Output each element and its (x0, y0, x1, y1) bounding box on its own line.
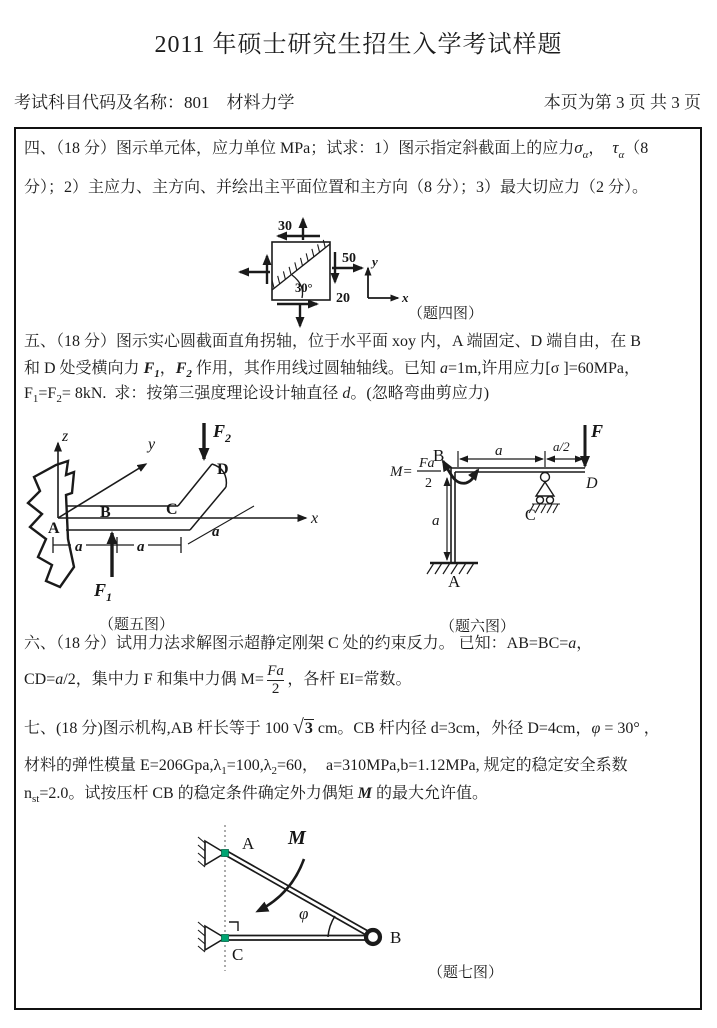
var-d: d (342, 385, 351, 402)
sigma-symbol: σ (574, 138, 583, 157)
point-c-label: C (166, 501, 178, 518)
stress-value-top: 30 (278, 219, 292, 234)
dim-a-label: a (495, 443, 503, 459)
var-a: a (55, 671, 64, 688)
stress-arrows (240, 219, 362, 326)
fig5-caption: （题五图） (99, 617, 175, 633)
stress-value-right: 50 (342, 251, 356, 266)
dim-a1-label: a (75, 539, 83, 555)
point-b-label: B (390, 928, 402, 947)
point-c-label: C (525, 507, 536, 524)
y-axis-label: y (148, 436, 156, 453)
point-a-label: A (48, 520, 60, 537)
phi-symbol: φ (591, 720, 601, 737)
q6-line2: CD= a /2，集中力 F 和集中力偶 M= $\frac{Fa}{2}$ ，各杆 EI=常数。 (24, 663, 412, 697)
fig5-crank-shaft (16, 417, 356, 649)
f2-label: $F_2$ (213, 421, 232, 445)
moment-eq-label: M= (390, 464, 413, 480)
dim-v-label: a (432, 513, 440, 529)
q7-line1: 七、(18 分)图示机构,AB 杆长等于 100 √3 cm。CB 杆内径 d=3cm，外径 D=4cm，φ = 30° ， (24, 716, 660, 738)
q4-line2: 分）；2）主应力、主方向、并绘出主平面位置和主方向（8 分）；3）最大切应力（2 分）。 (24, 179, 649, 196)
x-axis-label: x (311, 510, 319, 527)
fig4-caption: （题四图） (408, 306, 484, 322)
f-label: F (591, 421, 604, 441)
header-row (14, 88, 701, 113)
pin-a-green (222, 850, 229, 857)
point-b-label: B (100, 504, 111, 521)
moment-m-label: M (288, 827, 306, 849)
q5-line3: $F_1=F_2= 8kN$. 求：按第三强度理论设计轴直径 d。(忽略弯曲剪应力) (24, 385, 490, 405)
pin-support-a (198, 837, 225, 867)
fig7-mechanism (196, 819, 548, 991)
moment-arc-arrow (258, 859, 304, 911)
force-f2-label: $F_2$ (175, 360, 192, 380)
fig7-caption: （题七图） (428, 965, 504, 981)
stress-value-bottom: 20 (336, 291, 350, 306)
moment-frac-num: Fa (419, 456, 435, 471)
point-d-label: D (217, 461, 229, 478)
z-axis-label: z (62, 428, 69, 445)
tau-subscript: α (618, 149, 625, 161)
q4-text-end: （8 (624, 140, 649, 157)
page-number-label: 本页为第 3 页 共 3 页 (543, 93, 701, 112)
moment-m-symbol: M (357, 785, 372, 802)
angle-label: 30° (295, 281, 313, 295)
point-b-label: B (433, 446, 445, 465)
q7-line3: $n_{st}=2.0$。试按压杆 CB 的稳定条件确定外力偶矩 M 的最大允许值。 (24, 785, 488, 805)
force-f1-label: $F_1$ (143, 360, 160, 380)
f1-label: $F_1$ (94, 580, 113, 604)
dim-a2-label: a (137, 539, 145, 555)
fig4-unit-element (226, 214, 526, 336)
axes (368, 268, 398, 298)
q4-text: 四、（18 分）图示单元体，应力单位 MPa；试求：1）图示指定斜截面上的应力 (24, 140, 575, 157)
fig6-frame (376, 417, 704, 649)
y-axis-label: y (372, 254, 378, 269)
problems-box (14, 127, 702, 1010)
point-a-label: A (242, 834, 255, 853)
q5-line1: 五、（18 分）图示实心圆截面直角拐轴，位于水平面 xoy 内，A 端固定、D 端自由，在 B (24, 333, 641, 350)
right-angle-mark (229, 922, 238, 931)
var-a: a (439, 360, 448, 377)
pin-joint-b (366, 930, 380, 944)
q7-line2: 材料的弹性模量 $E=206Gpa,\lambda_1=100,\lambda_2=60$， a=310MPa,b=1.12MPa, 规定的稳定安全系数 (24, 757, 628, 777)
shaft-outline (66, 464, 226, 530)
point-c-label: C (232, 945, 244, 964)
rod-cb (229, 936, 365, 941)
point-d-label: D (586, 475, 598, 492)
dim-a3-label: a (212, 524, 220, 540)
q5-text: 和 D 处受横向力 (24, 360, 144, 377)
q6-line1: 六、（18 分）试用力法求解图示超静定刚架 C 处的约束反力。 已知：AB=BC=a， (24, 635, 593, 652)
sigma-subscript: α (582, 149, 589, 161)
pin-support-c (198, 922, 225, 952)
phi-angle-arc (328, 916, 335, 937)
dim-a2-label: a/2 (553, 439, 570, 454)
subject-label: 考试科目代码及名称：801 材料力学 (14, 93, 295, 112)
moment-fraction: $\frac{Fa}{2}$ (267, 663, 284, 697)
q4-line1 (24, 137, 648, 166)
var-a: a (568, 635, 577, 652)
fig6-caption: （题六图） (440, 619, 516, 635)
rod-ab (225, 851, 368, 935)
pin-c-green (222, 935, 229, 942)
sqrt-value: 3 (304, 720, 313, 737)
moment-frac-den: 2 (425, 476, 432, 491)
phi-label: φ (299, 904, 309, 923)
x-axis-label: x (402, 290, 409, 305)
tau-symbol: τ (612, 138, 619, 157)
q5-line2: 和 D 处受横向力 $F_1$，$F_2$ 作用，其作用线过圆轴轴线。已知 a=1m,许用应力[σ ]=60MPa， (24, 360, 640, 380)
sqrt-symbol: √ (292, 716, 304, 738)
point-a-label: A (448, 572, 461, 591)
page-title: 2011 年硕士研究生招生入学考试样题 (154, 32, 563, 58)
frame-members (451, 468, 585, 563)
q4-comma: ， (588, 140, 613, 157)
